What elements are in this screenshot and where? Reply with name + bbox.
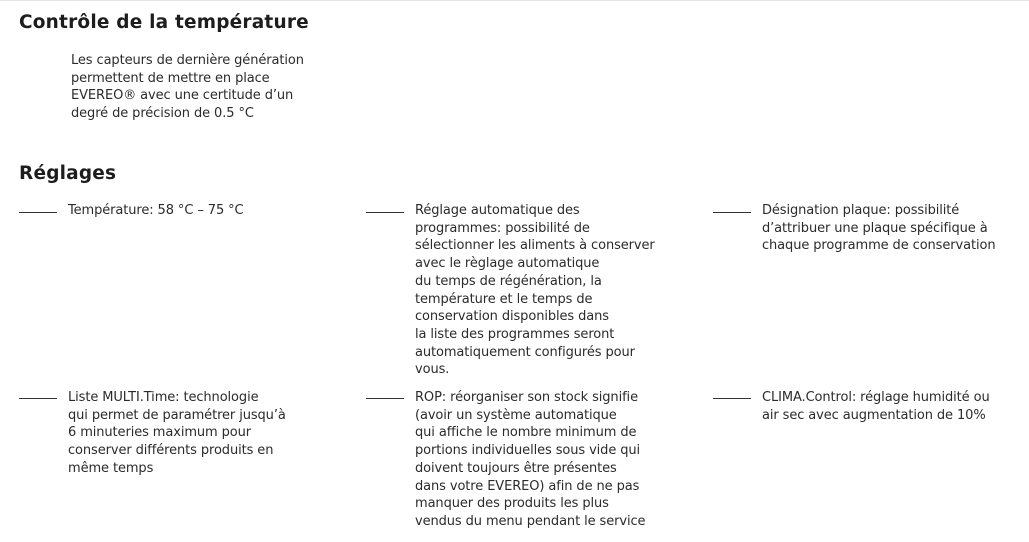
bullet-dash xyxy=(19,212,57,213)
setting-line: avec le règlage automatique xyxy=(415,256,600,272)
setting-line: du temps de régénération, la xyxy=(415,273,602,289)
description-line: degré de précision de 0.5 °C xyxy=(71,106,254,122)
setting-line: automatiquement configurés pour xyxy=(415,344,635,360)
setting-item-clima-control xyxy=(762,389,990,424)
bullet-dash xyxy=(19,398,57,399)
setting-line: qui permet de paramétrer jusqu’à xyxy=(68,407,286,423)
setting-line: conserver différents produits en xyxy=(68,443,274,459)
setting-item-multi-time xyxy=(68,389,286,478)
temperature-control-title: Contrôle de la température xyxy=(19,12,309,33)
setting-line: Réglage automatique des xyxy=(415,203,580,218)
setting-line: vendus du menu pendant le service xyxy=(415,513,646,529)
setting-item-rop xyxy=(415,389,645,531)
setting-line: chaque programme de conservation xyxy=(762,238,996,254)
setting-line: portions individuelles sous vide qui xyxy=(415,443,641,459)
temperature-control-description xyxy=(71,52,304,123)
setting-line: Température: 58 °C – 75 °C xyxy=(68,203,244,218)
setting-item-auto-programs xyxy=(415,202,655,379)
setting-line: doivent toujours être présentes xyxy=(415,460,617,476)
setting-line: programmes: possibilité de xyxy=(415,220,590,236)
setting-line: dans votre EVEREO) afin de ne pas xyxy=(415,478,640,494)
settings-title: Réglages xyxy=(19,163,117,184)
setting-line: température et le temps de xyxy=(415,291,593,307)
bullet-dash xyxy=(366,398,404,399)
description-line: Les capteurs de dernière génération xyxy=(71,53,304,68)
bullet-dash xyxy=(713,398,751,399)
setting-line: (avoir un système automatique xyxy=(415,407,617,423)
setting-line: Liste MULTI.Time: technologie xyxy=(68,390,259,405)
setting-line: vous. xyxy=(415,362,450,378)
description-line: EVEREO® avec une certitude d’un xyxy=(71,88,294,104)
setting-line: d’attribuer une plaque spécifique à xyxy=(762,220,988,236)
setting-line: ROP: réorganiser son stock signifie xyxy=(415,390,638,405)
bullet-dash xyxy=(366,212,404,213)
top-divider xyxy=(0,0,1029,1)
setting-line: sélectionner les aliments à conserver xyxy=(415,238,655,254)
setting-line: Désignation plaque: possibilité xyxy=(762,203,960,218)
setting-line: conservation disponibles dans xyxy=(415,309,609,325)
setting-line: 6 minuteries maximum pour xyxy=(68,425,252,441)
setting-item-temperature xyxy=(68,202,244,220)
setting-line: même temps xyxy=(68,460,154,476)
setting-line: CLIMA.Control: réglage humidité ou xyxy=(762,390,990,405)
bullet-dash xyxy=(713,212,751,213)
setting-line: air sec avec augmentation de 10% xyxy=(762,407,986,423)
setting-line: manquer des produits les plus xyxy=(415,496,609,512)
setting-line: la liste des programmes seront xyxy=(415,326,615,342)
setting-line: qui affiche le nombre minimum de xyxy=(415,425,637,441)
description-line: permettent de mettre en place xyxy=(71,70,270,86)
setting-item-plate-designation xyxy=(762,202,995,255)
